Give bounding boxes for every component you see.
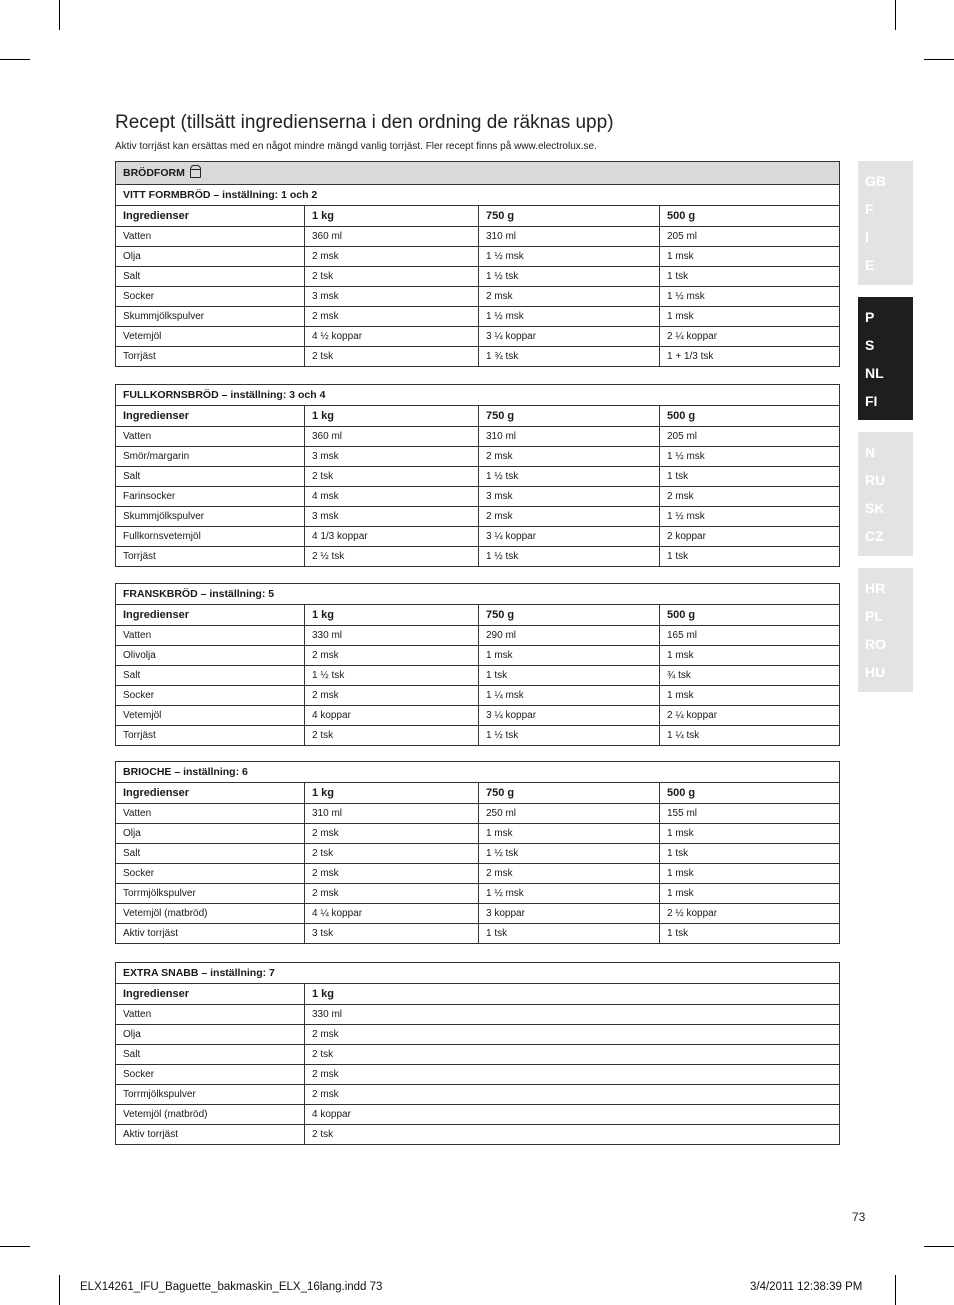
table-cell: 1 ¼ msk: [479, 686, 660, 706]
table-row: [116, 666, 840, 686]
table-cell: 1 ½ tsk: [479, 547, 660, 567]
table-cell: Skummjölkspulver: [116, 307, 305, 327]
page-title: Recept (tillsätt ingredienserna i den ordning de räknas upp): [115, 112, 614, 133]
table-cell: 3 ¼ koppar: [479, 527, 660, 547]
table-row: [116, 247, 840, 267]
column-header: 1 kg: [305, 605, 479, 626]
column-header: 500 g: [660, 605, 840, 626]
column-header: 750 g: [479, 783, 660, 804]
table-cell: 1 ½ tsk: [479, 726, 660, 746]
column-header: 1 kg: [305, 406, 479, 427]
table-cell: 2 msk: [305, 307, 479, 327]
table-cell: 2 msk: [479, 507, 660, 527]
table-cell: 1 ½ tsk: [479, 467, 660, 487]
table-cell: ¾ tsk: [660, 666, 840, 686]
table-row: [116, 507, 840, 527]
language-group-4: [858, 568, 913, 692]
section-title: EXTRA SNABB – inställning: 7: [116, 963, 840, 984]
table-cell: 2 ½ tsk: [305, 547, 479, 567]
header-row: [116, 406, 840, 427]
table-row: [116, 1105, 840, 1125]
language-code: S: [865, 337, 875, 353]
table-cell: 1 tsk: [479, 666, 660, 686]
table-row: [116, 726, 840, 746]
table-cell: 2 koppar: [660, 527, 840, 547]
table-cell: 2 msk: [305, 824, 479, 844]
table-cell: 2 msk: [305, 646, 479, 666]
table-cell: Fullkornsvetemjöl: [116, 527, 305, 547]
table-cell: Vatten: [116, 804, 305, 824]
table-cell: 2 msk: [479, 447, 660, 467]
table-cell: 1 tsk: [660, 467, 840, 487]
table-row: [116, 267, 840, 287]
table-cell: Vatten: [116, 626, 305, 646]
table-cell: 155 ml: [660, 804, 840, 824]
language-code: HR: [865, 580, 886, 596]
table-cell: 2 msk: [660, 487, 840, 507]
table-cell: 2 msk: [305, 1065, 840, 1085]
table-cell: Vetemjöl (matbröd): [116, 904, 305, 924]
crop-mark: [895, 1275, 896, 1305]
table-cell: 2 tsk: [305, 267, 479, 287]
page-subtitle: Aktiv torrjäst kan ersättas med en något mindre mängd vanlig torrjäst. Fler recept finns på www.electrolux.se.: [115, 141, 597, 152]
table-cell: 2 tsk: [305, 467, 479, 487]
table-cell: 310 ml: [479, 227, 660, 247]
table-row: [116, 904, 840, 924]
table-cell: 1 msk: [479, 824, 660, 844]
table-cell: 3 tsk: [305, 924, 479, 944]
table-cell: 1 tsk: [660, 267, 840, 287]
form-header-cell: [116, 162, 840, 185]
table-cell: 1 tsk: [660, 924, 840, 944]
table-cell: 1 tsk: [660, 547, 840, 567]
table-cell: 1 msk: [479, 646, 660, 666]
table-cell: 310 ml: [479, 427, 660, 447]
table-row: [116, 307, 840, 327]
table-row: [116, 527, 840, 547]
column-header: 750 g: [479, 605, 660, 626]
table-cell: 1 ½ msk: [660, 287, 840, 307]
table-cell: 165 ml: [660, 626, 840, 646]
table-cell: 4 koppar: [305, 1105, 840, 1125]
table-cell: 2 msk: [305, 864, 479, 884]
column-header: 750 g: [479, 206, 660, 227]
table-cell: Vatten: [116, 427, 305, 447]
column-header: Ingredienser: [116, 605, 305, 626]
column-header: Ingredienser: [116, 206, 305, 227]
table-row: [116, 1025, 840, 1045]
table-cell: Olivolja: [116, 646, 305, 666]
table-cell: 2 tsk: [305, 844, 479, 864]
table-cell: 290 ml: [479, 626, 660, 646]
table-cell: 2 msk: [305, 686, 479, 706]
table-cell: 205 ml: [660, 427, 840, 447]
section-title: FULLKORNSBRÖD – inställning: 3 och 4: [116, 385, 840, 406]
table-cell: 2 tsk: [305, 726, 479, 746]
crop-mark: [0, 1246, 30, 1247]
table-cell: 330 ml: [305, 626, 479, 646]
table-cell: 3 ¼ koppar: [479, 327, 660, 347]
column-header: Ingredienser: [116, 406, 305, 427]
table-cell: 3 ¼ koppar: [479, 706, 660, 726]
recipe-table-french-bread: [115, 583, 840, 746]
table-row: [116, 884, 840, 904]
language-code: SK: [865, 500, 885, 516]
footer-timestamp: 3/4/2011 12:38:39 PM: [750, 1281, 863, 1293]
table-cell: 2 msk: [305, 247, 479, 267]
table-cell: Farinsocker: [116, 487, 305, 507]
table-row: [116, 824, 840, 844]
table-row: [116, 347, 840, 367]
language-code: F: [865, 201, 874, 217]
footer-filename: ELX14261_IFU_Baguette_bakmaskin_ELX_16lang.indd 73: [80, 1281, 383, 1293]
table-cell: 2 ¼ koppar: [660, 706, 840, 726]
language-code: RU: [865, 472, 886, 488]
crop-mark: [59, 1275, 60, 1305]
table-cell: 4 ¼ koppar: [305, 904, 479, 924]
table-row: [116, 646, 840, 666]
table-cell: Socker: [116, 864, 305, 884]
table-cell: Socker: [116, 1065, 305, 1085]
language-code: I: [865, 229, 869, 245]
header-row: [116, 984, 840, 1005]
table-cell: 1 + 1/3 tsk: [660, 347, 840, 367]
table-row: [116, 804, 840, 824]
table-cell: 1 msk: [660, 864, 840, 884]
crop-mark: [59, 0, 60, 30]
column-header: 1 kg: [305, 984, 840, 1005]
table-cell: 1 msk: [660, 307, 840, 327]
table-cell: Vatten: [116, 1005, 305, 1025]
table-row: [116, 706, 840, 726]
table-cell: 1 msk: [660, 247, 840, 267]
table-cell: 360 ml: [305, 227, 479, 247]
section-title: VITT FORMBRÖD – inställning: 1 och 2: [116, 185, 840, 206]
column-header: 1 kg: [305, 206, 479, 227]
column-header: 750 g: [479, 406, 660, 427]
bread-pan-icon: [190, 165, 201, 178]
crop-mark: [924, 59, 954, 60]
table-row: [116, 1085, 840, 1105]
table-cell: 310 ml: [305, 804, 479, 824]
table-cell: Salt: [116, 844, 305, 864]
table-cell: 3 msk: [305, 507, 479, 527]
language-code: NL: [865, 365, 884, 381]
table-cell: 360 ml: [305, 427, 479, 447]
table-cell: 2 msk: [305, 1025, 840, 1045]
table-row: [116, 547, 840, 567]
language-code: FI: [865, 393, 878, 409]
crop-mark: [0, 59, 30, 60]
table-cell: Olja: [116, 1025, 305, 1045]
column-header: 500 g: [660, 406, 840, 427]
table-cell: 3 koppar: [479, 904, 660, 924]
table-cell: Salt: [116, 467, 305, 487]
language-code: PL: [865, 608, 883, 624]
table-row: [116, 487, 840, 507]
table-cell: 2 tsk: [305, 1125, 840, 1145]
table-cell: Torrmjölkspulver: [116, 884, 305, 904]
table-cell: 1 tsk: [479, 924, 660, 944]
form-label: BRÖDFORM: [123, 167, 185, 179]
table-cell: 250 ml: [479, 804, 660, 824]
table-cell: 3 msk: [305, 287, 479, 307]
table-cell: Aktiv torrjäst: [116, 1125, 305, 1145]
column-header: 500 g: [660, 206, 840, 227]
language-code: HU: [865, 664, 886, 680]
column-header: 500 g: [660, 783, 840, 804]
table-cell: Salt: [116, 666, 305, 686]
table-cell: 1 ¾ tsk: [479, 347, 660, 367]
column-header: 1 kg: [305, 783, 479, 804]
table-cell: Skummjölkspulver: [116, 507, 305, 527]
table-row: [116, 686, 840, 706]
table-cell: 1 ½ msk: [660, 447, 840, 467]
table-cell: Salt: [116, 267, 305, 287]
table-cell: 4 1/3 koppar: [305, 527, 479, 547]
table-row: [116, 864, 840, 884]
table-row: [116, 844, 840, 864]
language-code: RO: [865, 636, 886, 652]
crop-mark: [924, 1246, 954, 1247]
table-row: [116, 626, 840, 646]
recipe-table-brioche: [115, 761, 840, 944]
table-cell: Torrjäst: [116, 726, 305, 746]
section-title: BRIOCHE – inställning: 6: [116, 762, 840, 783]
table-cell: 2 tsk: [305, 347, 479, 367]
table-cell: 1 ½ msk: [660, 507, 840, 527]
table-cell: Vetemjöl: [116, 327, 305, 347]
table-cell: Socker: [116, 686, 305, 706]
table-cell: Torrmjölkspulver: [116, 1085, 305, 1105]
crop-mark: [895, 0, 896, 30]
table-cell: Olja: [116, 247, 305, 267]
language-code: P: [865, 309, 875, 325]
table-cell: Vetemjöl (matbröd): [116, 1105, 305, 1125]
table-cell: 4 ½ koppar: [305, 327, 479, 347]
table-row: [116, 1005, 840, 1025]
section-title: FRANSKBRÖD – inställning: 5: [116, 584, 840, 605]
page-number: 73: [852, 1210, 866, 1224]
table-row: [116, 924, 840, 944]
table-cell: 205 ml: [660, 227, 840, 247]
table-row: [116, 327, 840, 347]
table-cell: Olja: [116, 824, 305, 844]
table-row: [116, 287, 840, 307]
table-cell: 1 ½ tsk: [305, 666, 479, 686]
table-cell: 2 tsk: [305, 1045, 840, 1065]
table-cell: Socker: [116, 287, 305, 307]
table-cell: 4 msk: [305, 487, 479, 507]
recipe-table-extra-fast: [115, 962, 840, 1145]
table-cell: 1 ¼ tsk: [660, 726, 840, 746]
table-cell: 1 msk: [660, 646, 840, 666]
table-cell: 1 ½ tsk: [479, 844, 660, 864]
table-cell: 1 ½ msk: [479, 307, 660, 327]
recipe-table-white-bread: [115, 161, 840, 367]
table-cell: Smör/margarin: [116, 447, 305, 467]
language-code: N: [865, 444, 876, 460]
language-group-1: [858, 161, 913, 285]
table-cell: 1 ½ tsk: [479, 267, 660, 287]
header-row: [116, 206, 840, 227]
column-header: Ingredienser: [116, 984, 305, 1005]
table-cell: Salt: [116, 1045, 305, 1065]
table-cell: 2 msk: [305, 1085, 840, 1105]
table-cell: 2 msk: [479, 287, 660, 307]
header-row: [116, 605, 840, 626]
table-cell: Torrjäst: [116, 547, 305, 567]
table-cell: 1 ½ msk: [479, 884, 660, 904]
table-cell: 2 ¼ koppar: [660, 327, 840, 347]
table-cell: Torrjäst: [116, 347, 305, 367]
table-cell: 330 ml: [305, 1005, 840, 1025]
table-row: [116, 1045, 840, 1065]
table-cell: 4 koppar: [305, 706, 479, 726]
language-group-2-active: [858, 297, 913, 420]
table-cell: Aktiv torrjäst: [116, 924, 305, 944]
table-cell: 3 msk: [305, 447, 479, 467]
language-code: CZ: [865, 528, 884, 544]
table-row: [116, 1065, 840, 1085]
language-code: GB: [865, 173, 886, 189]
table-row: [116, 427, 840, 447]
header-row: [116, 783, 840, 804]
recipe-table-wholegrain-bread: [115, 384, 840, 567]
table-cell: 2 msk: [305, 884, 479, 904]
language-group-3: [858, 432, 913, 556]
table-cell: Vatten: [116, 227, 305, 247]
table-cell: 1 msk: [660, 686, 840, 706]
table-cell: 1 msk: [660, 884, 840, 904]
table-cell: 2 ½ koppar: [660, 904, 840, 924]
form-header-row: [116, 162, 840, 185]
table-row: [116, 227, 840, 247]
table-row: [116, 1125, 840, 1145]
table-cell: 1 tsk: [660, 844, 840, 864]
language-code: E: [865, 257, 875, 273]
table-row: [116, 447, 840, 467]
table-row: [116, 467, 840, 487]
column-header: Ingredienser: [116, 783, 305, 804]
table-cell: 1 msk: [660, 824, 840, 844]
table-cell: 1 ½ msk: [479, 247, 660, 267]
table-cell: 3 msk: [479, 487, 660, 507]
table-cell: 2 msk: [479, 864, 660, 884]
table-cell: Vetemjöl: [116, 706, 305, 726]
